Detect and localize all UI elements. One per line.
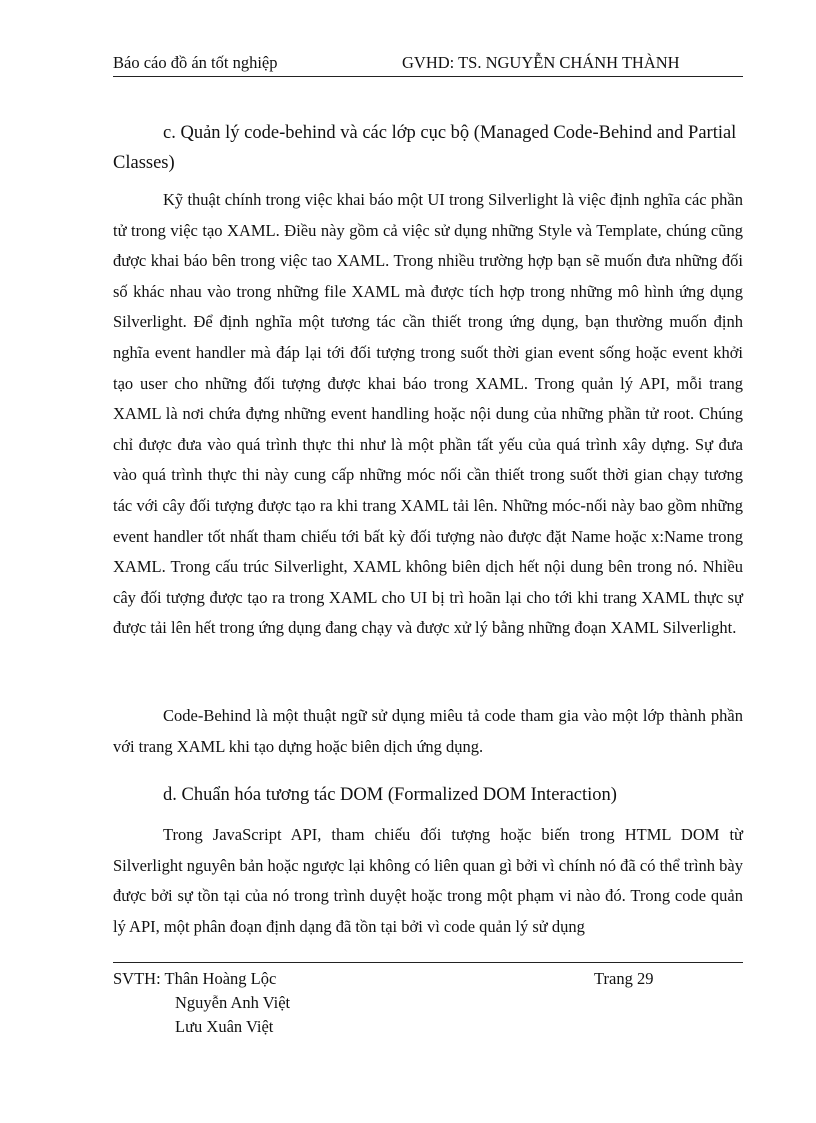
- student-member-2: Nguyễn Anh Việt: [175, 993, 291, 1012]
- section-c-paragraph-1: Kỹ thuật chính trong việc khai báo một UI trong Silverlight là việc định nghĩa các phần tử trong việc tạo XAML. Điều này gồm cả việc sử dụng những Style và Template, chúng cũng được khai báo bên trong việc tao XAML. Trong nhiều trường hợp bạn sẽ muốn đưa những đối số khác nhau vào trong những file XAML mà được tích hợp trong những mô hình ứng dụng Silverlight. Để định nghĩa một tương tác cần thiết trong ứng dụng, bạn thường muốn định nghĩa event handler mà đáp lại tới đối tượng trong suốt thời gian event sống hoặc event khởi tạo user cho những đối tượng được khai báo trong XAML. Trong quản lý API, mỗi trang XAML là nơi chứa đựng những event handling hoặc nội dung của những phần tử root. Chúng chỉ được đưa vào quá trình thực thi như là một phần tất yếu của quá trình xây dựng. Sự đưa vào quá trình thực thi này cung cấp những móc nối cần thiết trong suốt thời gian chạy tương tác với cây đối tượng được tạo ra khi trang XAML tải lên. Những móc-nối này bao gồm những event handler tốt nhất tham chiếu tới bất kỳ đối tượng nào được đặt Name hoặc x:Name trong XAML. Trong cấu trúc Silverlight, XAML không biên dịch hết nội dung bên trong nó. Nhiều cây đối tượng được tạo ra trong XAML cho UI bị trì hoãn lại cho tới khi trang XAML thực sự được tải lên hết trong ứng dụng đang chạy và được xử lý bằng những đoạn XAML Silverlight.: [113, 190, 743, 638]
- page-header: [113, 50, 743, 77]
- section-c-heading: [113, 118, 743, 178]
- section-d-heading: d. Chuẩn hóa tương tác DOM (Formalized DOM Interaction): [163, 785, 617, 805]
- section-c-paragraph-2: Code-Behind là một thuật ngữ sử dụng miêu tả code tham gia vào một lớp thành phần với trang XAML khi tạo dựng hoặc biên dịch ứng dụng.: [113, 706, 743, 756]
- advisor-name: GVHD: TS. NGUYỄN CHÁNH THÀNH: [402, 53, 680, 72]
- footer-divider: [113, 962, 743, 963]
- student-label: SVTH: Thân Hoàng Lộc: [113, 969, 277, 988]
- page-number: Trang 29: [594, 969, 654, 988]
- section-c-heading-line1: c. Quản lý code-behind và các lớp cục bộ (Managed Code-Behind and Partial: [163, 123, 737, 143]
- section-c-heading-line2: Classes): [113, 153, 175, 173]
- report-title: Báo cáo đồ án tốt nghiệp: [113, 53, 278, 72]
- student-member-3: Lưu Xuân Việt: [175, 1017, 274, 1036]
- section-d-paragraph-1: Trong JavaScript API, tham chiếu đối tượng hoặc biến trong HTML DOM từ Silverlight nguyên bản hoặc ngược lại không có liên quan gì bởi vì chính nó đã có thể trình bày được bởi sự tồn tại của nó trong trình duyệt hoặc trong một phạm vi nào đó. Trong code quản lý API, một phân đoạn định dạng đã tồn tại bởi vì code quản lý sử dụng: [113, 825, 743, 936]
